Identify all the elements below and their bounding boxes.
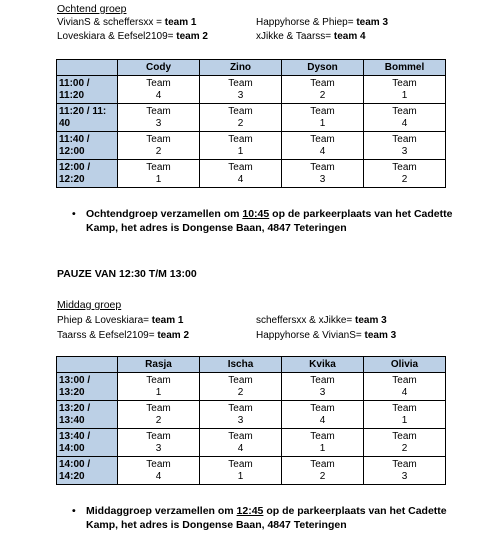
bullet-icon: • xyxy=(72,505,76,517)
column-header: Dyson xyxy=(282,60,364,76)
team-cell: Team 3 xyxy=(282,160,364,188)
time-slot: 14:00 / 14:20 xyxy=(57,457,118,485)
team-cell: Team 4 xyxy=(282,132,364,160)
team-cell: Team 3 xyxy=(200,401,282,429)
column-header: Cody xyxy=(118,60,200,76)
team-cell: Team 1 xyxy=(282,104,364,132)
time-slot: 13:40 / 14:00 xyxy=(57,429,118,457)
column-header: Zino xyxy=(200,60,282,76)
time-slot: 11:40 / 12:00 xyxy=(57,132,118,160)
time-slot: 13:20 / 13:40 xyxy=(57,401,118,429)
team-cell: Team 3 xyxy=(200,76,282,104)
table-row xyxy=(57,457,446,485)
table-row xyxy=(57,373,446,401)
morning-schedule-table xyxy=(56,59,446,188)
table-row xyxy=(57,160,446,188)
team-cell: Team 2 xyxy=(364,429,446,457)
team-cell: Team 4 xyxy=(200,160,282,188)
team-cell: Team 1 xyxy=(118,160,200,188)
team-cell: Team 4 xyxy=(118,457,200,485)
meeting-time: 10:45 xyxy=(242,208,270,220)
team-cell: Team 2 xyxy=(118,132,200,160)
pause-notice: PAUZE VAN 12:30 T/M 13:00 xyxy=(57,268,197,280)
team-cell: Team 1 xyxy=(200,132,282,160)
table-row xyxy=(57,429,446,457)
team-assignment: Happyhorse & VivianS= team 3 xyxy=(256,330,397,341)
morning-heading: Ochtend groep xyxy=(57,3,127,15)
team-cell: Team 2 xyxy=(282,76,364,104)
team-assignment: Happyhorse & Phiep= team 3 xyxy=(256,17,389,28)
table-row xyxy=(57,104,446,132)
table-header-row xyxy=(57,60,446,76)
team-cell: Team 2 xyxy=(364,160,446,188)
team-cell: Team 1 xyxy=(364,76,446,104)
meeting-time: 12:45 xyxy=(236,505,264,517)
afternoon-heading: Middag groep xyxy=(57,299,122,311)
time-slot: 11:20 / 11: 40 xyxy=(57,104,118,132)
team-assignment: Taarss & Eefsel2109= team 2 xyxy=(57,330,190,341)
column-header: Olivia xyxy=(364,357,446,373)
team-cell: Team 3 xyxy=(364,457,446,485)
table-row xyxy=(57,76,446,104)
team-assignment: VivianS & scheffersxx = team 1 xyxy=(57,17,197,28)
team-cell: Team 2 xyxy=(200,104,282,132)
team-cell: Team 4 xyxy=(200,429,282,457)
team-cell: Team 3 xyxy=(282,373,364,401)
team-assignment: Loveskiara & Eefsel2109= team 2 xyxy=(57,31,208,42)
table-row xyxy=(57,132,446,160)
bullet-icon: • xyxy=(72,208,76,220)
team-cell: Team 1 xyxy=(364,401,446,429)
document-page: Ochtend groep VivianS & scheffersxx = team 1 Loveskiara & Eefsel2109= team 2 Happyhorse & Phiep= team 3 xJikke & Taarss= team 4 Cody Zino Dyson Bommel 11:00 / 11:20 Team 4 Team 3 Team 2 Team 1 11:20 / 11: 40 Team 3 Team 2 Team 1 Team 4 11:40 / 12:00 Team 2 Team 1 Team 4 Team 3 12:00 / 12:20 Team 1 Team 4 Team 3 Team 2 • Ochtendgroep verzamellen om 10:45 op de parkeerplaats van het Cadette Kamp, het adres is Dongense Baan, 4847 Teteringen PAUZE VAN 12:30 T/M 13:00 Middag groep Phiep & Loveskiara= team 1 Taarss & Eefsel2109= team 2 scheffersxx & xJikke= team 3 Happyhorse & VivianS= team 3 Rasja Ischa Kvika Olivia 13:00 / 13:20 Team 1 Team 2 Team 3 Team 4 13:20 / 13:40 Team 2 Team 3 Team 4 Team 1 13:40 / 14:00 Team 3 Team 4 Team 1 Team 2 14:00 / 14:20 Team 4 Team 1 Team 2 Team 3 • Middaggroep verzamellen om 12:45 op de parkeerplaats van het Cadette Kamp, het adres is Dongense Baan, 4847 Teteringen xyxy=(57,3,453,531)
column-header: Rasja xyxy=(118,357,200,373)
time-slot: 13:00 / 13:20 xyxy=(57,373,118,401)
column-header: Ischa xyxy=(200,357,282,373)
team-assignment: Phiep & Loveskiara= team 1 xyxy=(57,315,184,326)
team-cell: Team 3 xyxy=(364,132,446,160)
header-corner xyxy=(57,60,118,76)
team-cell: Team 2 xyxy=(282,457,364,485)
team-cell: Team 2 xyxy=(200,373,282,401)
time-slot: 12:00 / 12:20 xyxy=(57,160,118,188)
column-header: Bommel xyxy=(364,60,446,76)
afternoon-schedule-table xyxy=(56,356,446,485)
team-cell: Team 3 xyxy=(118,104,200,132)
header-corner xyxy=(57,357,118,373)
team-cell: Team 3 xyxy=(118,429,200,457)
team-cell: Team 2 xyxy=(118,401,200,429)
table-header-row xyxy=(57,357,446,373)
table-row xyxy=(57,401,446,429)
team-cell: Team 4 xyxy=(364,104,446,132)
team-cell: Team 4 xyxy=(282,401,364,429)
team-cell: Team 4 xyxy=(118,76,200,104)
team-cell: Team 1 xyxy=(282,429,364,457)
team-cell: Team 1 xyxy=(118,373,200,401)
team-cell: Team 4 xyxy=(364,373,446,401)
team-cell: Team 1 xyxy=(200,457,282,485)
team-assignment: scheffersxx & xJikke= team 3 xyxy=(256,315,387,326)
team-assignment: xJikke & Taarss= team 4 xyxy=(256,31,366,42)
time-slot: 11:00 / 11:20 xyxy=(57,76,118,104)
column-header: Kvika xyxy=(282,357,364,373)
